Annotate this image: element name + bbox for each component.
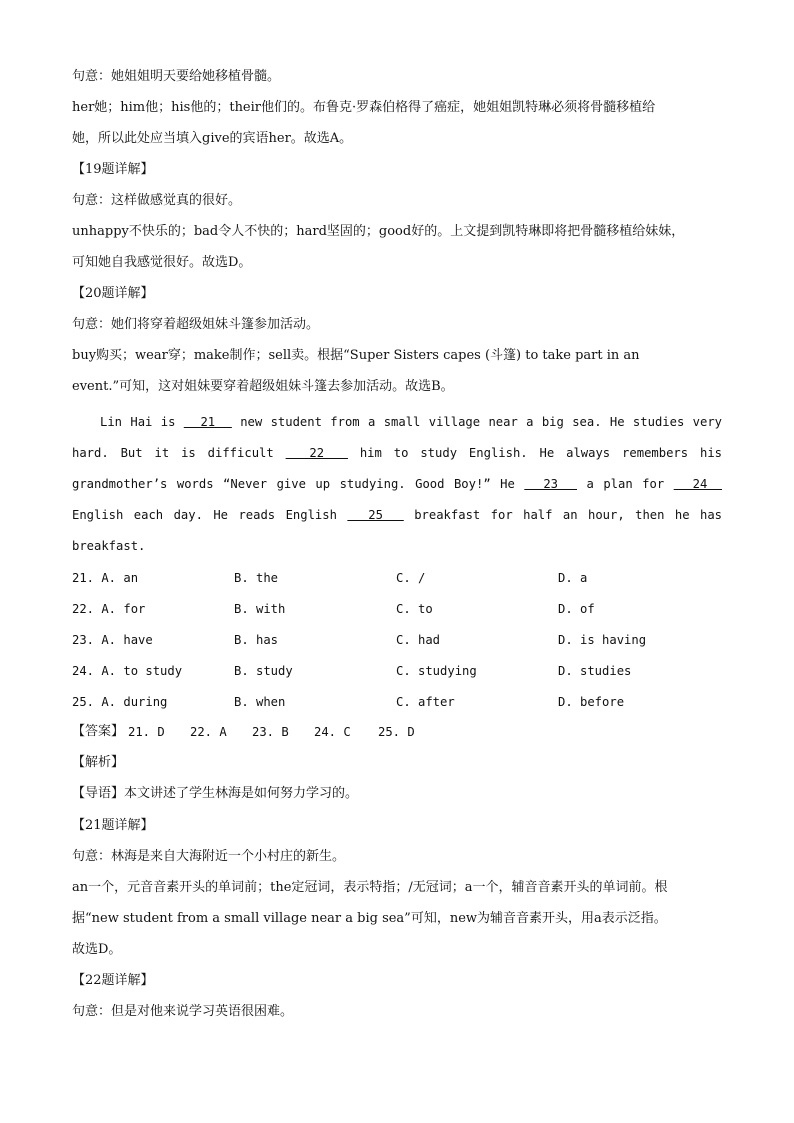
text-line: unhappy不快乐的；bad令人不快的；hard坚固的；good好的。上文提到凯特琳即将把骨髓移植给妹妹， (72, 224, 685, 239)
text-line: buy购买；wear穿；make制作；sell卖。根据“Super Sisters capes (斗篷) to take part in an (72, 348, 640, 363)
option-b: B. study (234, 664, 293, 678)
answer-row (72, 722, 722, 742)
option-b: B. the (234, 571, 279, 585)
section-heading: 【20题详解】 (72, 286, 154, 301)
blank-25: 25 (347, 508, 404, 522)
option-c: C. to (396, 602, 433, 616)
answer-25: 25. D (378, 725, 415, 739)
blank-22: 22 (285, 446, 348, 460)
option-d: D. a (558, 571, 588, 585)
text-line: event.”可知，这对姐妹要穿着超级姐妹斗篷去参加活动。故选B。 (72, 379, 454, 394)
option-c: C. studying (396, 664, 477, 678)
question-row (72, 661, 722, 681)
section-heading: 【21题详解】 (72, 818, 154, 833)
section-heading: 【解析】 (72, 755, 125, 770)
option-d: D. of (558, 602, 595, 616)
blank-21: 21 (183, 415, 232, 429)
text-line: 可知她自我感觉很好。故选D。 (72, 255, 252, 270)
passage-line: breakfast. (72, 539, 146, 553)
option-d: D. studies (558, 664, 632, 678)
option-c: C. after (396, 695, 455, 709)
option-a: 21. A. an (72, 571, 139, 585)
question-row (72, 692, 722, 712)
passage-line: grandmother’s words “Never give up studying. Good Boy!” He 23 a plan for 24 (72, 477, 723, 491)
option-a: 23. A. have (72, 633, 153, 647)
option-d: D. before (558, 695, 625, 709)
text-line: 故选D。 (72, 942, 122, 957)
answer-22: 22. A (190, 725, 227, 739)
answer-21: 21. D (128, 725, 165, 739)
option-d: D. is having (558, 633, 647, 647)
answer-23: 23. B (252, 725, 289, 739)
passage-line: hard. But it is difficult 22 him to study English. He always remembers his (72, 446, 723, 460)
text-line: 据“new student from a small village near a big sea”可知，new为辅音音素开头，用a表示泛指。 (72, 911, 667, 926)
option-b: B. when (234, 695, 286, 709)
question-row (72, 568, 722, 588)
section-heading: 【19题详解】 (72, 162, 154, 177)
option-b: B. with (234, 602, 286, 616)
answer-label: 【答案】 (72, 724, 125, 739)
blank-23: 23 (524, 477, 577, 491)
text-line: 句意：这样做感觉真的很好。 (72, 193, 242, 208)
question-row (72, 630, 722, 650)
answer-24: 24. C (314, 725, 351, 739)
text-line: her她；him他；his他的；their他们的。布鲁克·罗森伯格得了癌症，她姐姐凯特琳必须将骨髓移植给 (72, 100, 656, 115)
section-heading: 【22题详解】 (72, 973, 154, 988)
option-b: B. has (234, 633, 279, 647)
text-line: 句意：她们将穿着超级姐妹斗篷参加活动。 (72, 317, 320, 332)
passage-line: English each day. He reads English 25 breakfast for half an hour, then he has (72, 508, 722, 522)
blank-24: 24 (673, 477, 723, 491)
text-line: 她，所以此处应当填入give的宾语her。故选A。 (72, 131, 353, 146)
passage-line: Lin Hai is 21 new student from a small village near a big sea. He studies very (100, 415, 722, 429)
text-line: 句意：她姐姐明天要给她移植骨髓。 (72, 69, 281, 84)
text-line: 【导语】本文讲述了学生林海是如何努力学习的。 (72, 786, 359, 801)
text-line: 句意：林海是来自大海附近一个小村庄的新生。 (72, 849, 346, 864)
option-a: 25. A. during (72, 695, 168, 709)
text-line: 句意：但是对他来说学习英语很困难。 (72, 1004, 294, 1019)
text-line: an一个，元音音素开头的单词前；the定冠词，表示特指；/无冠词；a一个，辅音音素开头的单词前。根 (72, 880, 668, 895)
question-row (72, 599, 722, 619)
option-c: C. / (396, 571, 426, 585)
option-c: C. had (396, 633, 441, 647)
option-a: 24. A. to study (72, 664, 183, 678)
option-a: 22. A. for (72, 602, 146, 616)
